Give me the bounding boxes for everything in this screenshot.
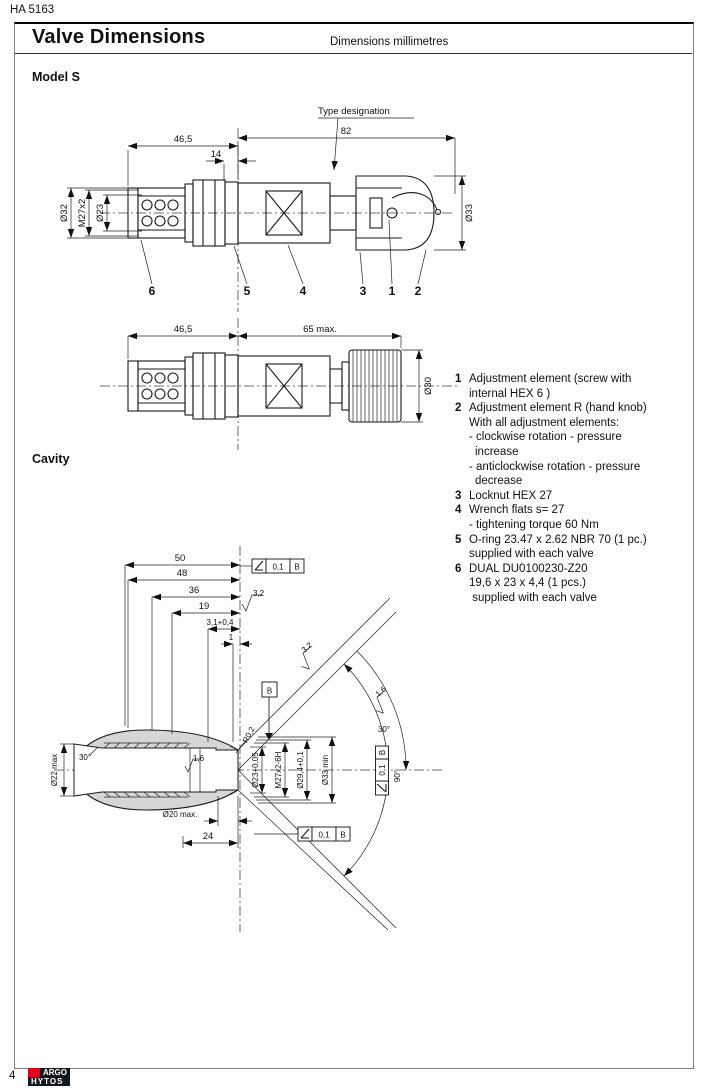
legend-line: - anticlockwise rotation - pressure <box>469 460 641 473</box>
dim-14: 14 <box>210 149 222 160</box>
doc-number: HA 5163 <box>10 4 55 16</box>
page-subtitle: Dimensions millimetres <box>330 36 449 48</box>
callout-6: 6 <box>148 284 156 298</box>
legend-num: 2 <box>455 402 462 415</box>
valve-hand-knob-drawing <box>40 318 480 453</box>
legend-line: DUAL DU0100230-Z20 <box>469 562 588 575</box>
dim-19: 19 <box>198 601 210 612</box>
callout-2: 2 <box>414 284 422 298</box>
tolerance-value: 0,1 <box>272 562 284 572</box>
section-heading-cavity: Cavity <box>32 452 70 466</box>
dim-r0-2: R0,2 <box>240 725 257 745</box>
cavity-drawing <box>40 540 460 935</box>
legend-line: supplied with each valve <box>469 548 594 561</box>
dim-dia23: Ø23+0,05 <box>251 752 260 788</box>
argo-hytos-logo <box>28 1068 70 1086</box>
legend-line: Locknut HEX 27 <box>469 489 553 502</box>
legend-num: 4 <box>455 504 462 517</box>
tolerance-datum: B <box>378 749 387 756</box>
legend <box>455 372 695 606</box>
dim-dia33: Ø33 <box>464 204 475 222</box>
dim-46-5: 46,5 <box>173 324 193 335</box>
tolerance-frame-rotated <box>376 746 389 795</box>
dim-65-max: 65 max. <box>303 324 337 335</box>
tolerance-datum: B <box>294 562 300 572</box>
legend-line: Adjustment element R (hand knob) <box>469 402 647 415</box>
dim-m27x2-6h: M27x2-6H <box>274 751 283 789</box>
callout-4: 4 <box>299 284 307 298</box>
dim-dia23: Ø23 <box>95 204 106 222</box>
legend-item-6 <box>455 562 695 606</box>
tolerance-datum: B <box>340 830 346 840</box>
dim-1: 1 <box>228 633 234 642</box>
legend-item-2 <box>455 401 695 489</box>
logo-argo: ARGO <box>40 1068 70 1077</box>
dim-48: 48 <box>176 568 188 579</box>
legend-line: O-ring 23.47 x 2.62 NBR 70 (1 pc.) <box>469 533 647 546</box>
angle-30-right: 30° <box>377 725 391 734</box>
legend-item-5 <box>455 533 695 562</box>
dim-82: 82 <box>340 126 352 137</box>
page-title: Valve Dimensions <box>32 26 206 48</box>
legend-line: - tightening torque 60 Nm <box>469 518 599 531</box>
roughness-symbol-2 <box>292 640 324 672</box>
legend-line: With all adjustment elements: <box>469 416 620 429</box>
section-heading-model-s: Model S <box>32 70 80 84</box>
dim-m27x2: M27x2 <box>77 198 88 228</box>
legend-item-4 <box>455 503 695 532</box>
legend-num: 5 <box>455 533 462 546</box>
legend-item-1 <box>455 372 695 401</box>
angle-30-left: 30° <box>78 753 92 762</box>
legend-line: Wrench flats s= 27 <box>469 504 565 517</box>
legend-item-3 <box>455 489 695 504</box>
dim-dia20-max: Ø20 max. <box>162 810 198 819</box>
roughness-3-2: 3,2 <box>299 640 314 655</box>
dim-46-5: 46,5 <box>173 134 193 145</box>
dim-dia30: Ø30 <box>423 377 434 395</box>
type-designation-label: Type designation <box>318 106 390 117</box>
legend-line: supplied with each valve <box>469 591 597 604</box>
roughness-3-2: 3,2 <box>253 589 265 598</box>
legend-line: Adjustment element (screw with <box>469 373 632 385</box>
dim-dia32: Ø32 <box>59 204 70 222</box>
page-number: 4 <box>9 1070 16 1082</box>
legend-line: increase <box>475 445 519 458</box>
angle-90: 90° <box>393 769 402 783</box>
callout-5: 5 <box>243 284 251 298</box>
legend-num: 1 <box>455 373 462 385</box>
dim-24: 24 <box>202 831 214 842</box>
callout-1: 1 <box>388 284 396 298</box>
legend-num: 3 <box>455 489 462 502</box>
cavity-bore <box>74 744 238 796</box>
dim-dia22-max: Ø22 max <box>50 753 59 787</box>
legend-line: decrease <box>475 475 523 488</box>
callout-3: 3 <box>359 284 367 298</box>
legend-line: 19,6 x 23 x 4,4 (1 pcs.) <box>469 577 586 590</box>
legend-num: 6 <box>455 562 462 575</box>
header-rule <box>15 53 692 54</box>
dim-dia29-4: Ø29,4+0,1 <box>296 751 305 789</box>
legend-line: - clockwise rotation - pressure <box>469 431 622 444</box>
dimension-lines <box>128 336 423 422</box>
datum-b-label: B <box>266 686 273 696</box>
roughness-1-6: 1,6 <box>193 754 205 763</box>
logo-hytos: HYTOS <box>28 1077 70 1086</box>
dim-3-1: 3,1+0,4 <box>206 618 234 627</box>
legend-line: internal HEX 6 ) <box>469 387 551 400</box>
dim-50: 50 <box>174 553 186 564</box>
dim-36: 36 <box>188 585 200 596</box>
roughness-1-6: 1,6 <box>373 684 388 699</box>
tolerance-value: 0,1 <box>318 830 330 840</box>
centerlines <box>100 318 460 450</box>
logo-red-block <box>28 1068 40 1077</box>
tolerance-value: 0,1 <box>378 764 387 776</box>
valve-side-view-drawing <box>40 98 480 312</box>
dim-dia33-min: Ø33 min <box>321 754 330 786</box>
